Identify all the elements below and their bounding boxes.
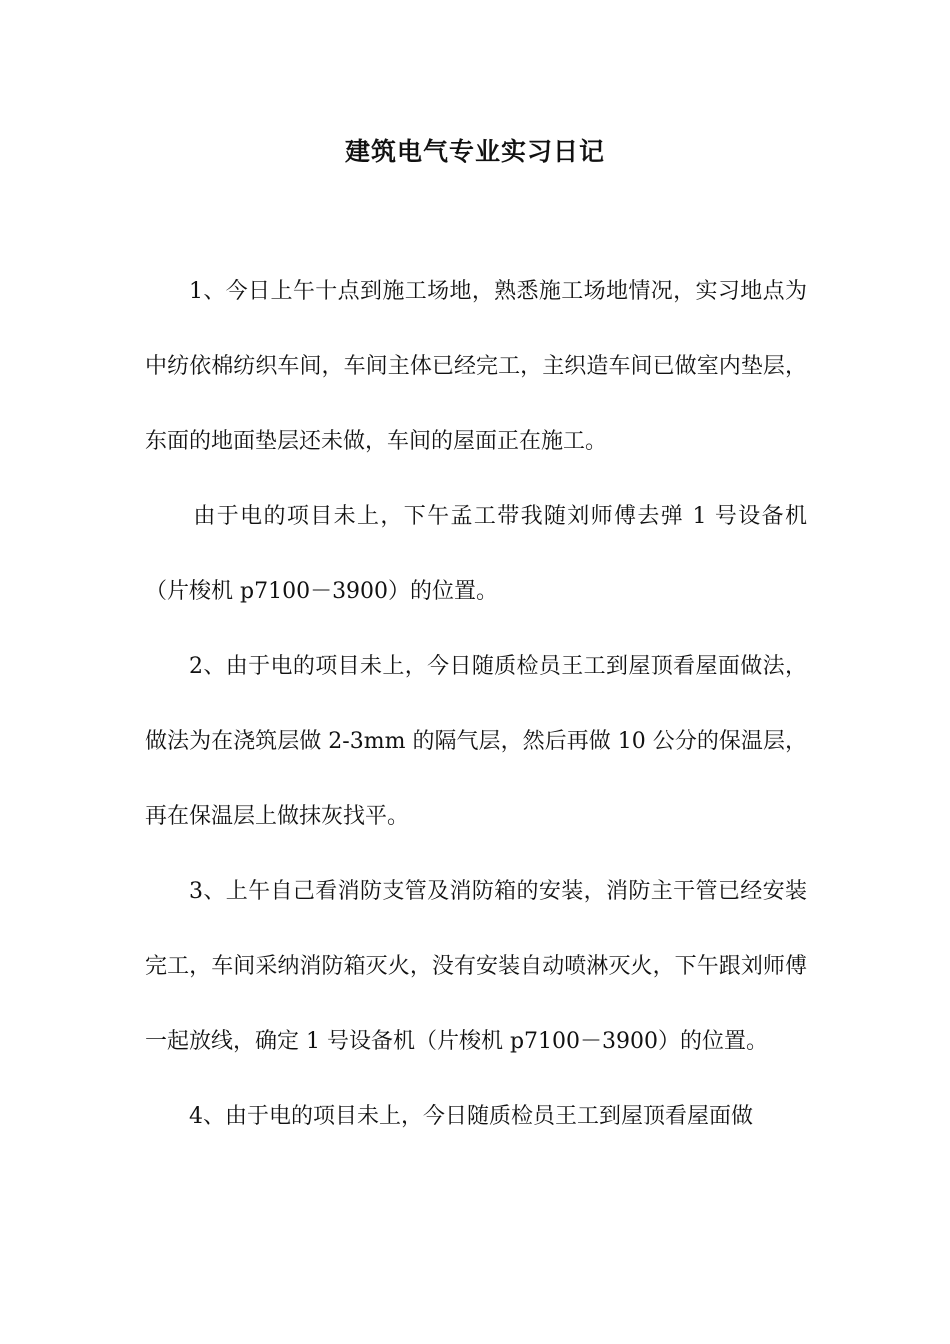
paragraph-4: 3、上午自己看消防支管及消防箱的安装，消防主干管已经安装完工，车间采纳消防箱灭火，没有安装自动喷淋灭火，下午跟刘师傅一起放线，确定 1 号设备机（片梭机 p7100－3900）的位置。 (145, 879, 807, 1054)
paragraph-1: 1、今日上午十点到施工场地，熟悉施工场地情况，实习地点为中纺依棉纺织车间，车间主体已经完工，主织造车间已做室内垫层，东面的地面垫层还未做，车间的屋面正在施工。 (145, 279, 807, 454)
document-title: 建筑电气专业实习日记 (344, 137, 605, 166)
document-body (145, 254, 807, 1154)
paragraph-5: 4、由于电的项目未上，今日随质检员王工到屋顶看屋面做 (189, 1104, 753, 1129)
paragraph-3: 2、由于电的项目未上，今日随质检员王工到屋顶看屋面做法，做法为在浇筑层做 2-3mm 的隔气层，然后再做 10 公分的保温层，再在保温层上做抹灰找平。 (145, 654, 807, 829)
paragraph-2: 由于电的项目未上，下午孟工带我随刘师傅去弹 1 号设备机（片梭机 p7100－3900）的位置。 (145, 504, 807, 604)
